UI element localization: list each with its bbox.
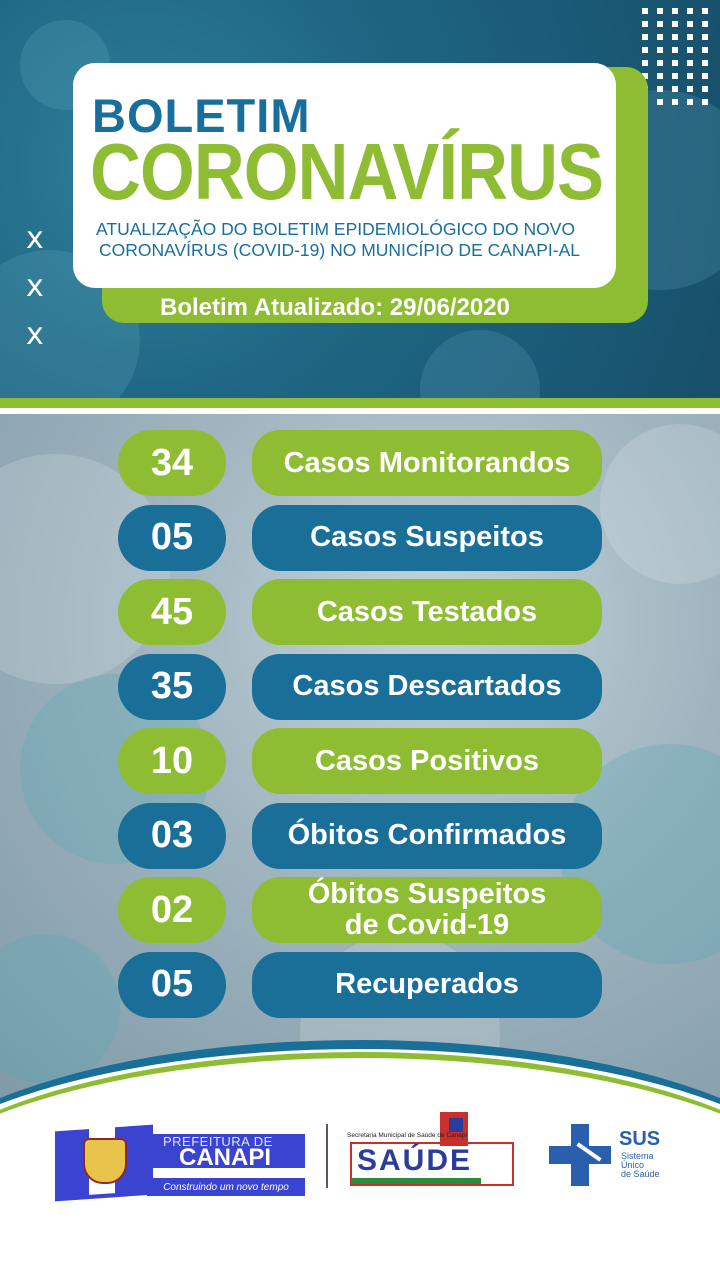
crest-icon — [83, 1138, 127, 1184]
stat-label: Casos Monitorandos — [252, 430, 602, 496]
stat-row — [0, 877, 720, 943]
stat-value: 03 — [118, 803, 226, 869]
update-date: Boletim Atualizado: 29/06/2020 — [160, 294, 510, 321]
stat-row — [0, 803, 720, 869]
dots-decoration — [642, 8, 710, 105]
prefeitura-canapi-logo — [55, 1118, 307, 1200]
x-mark: x — [26, 221, 44, 256]
sus-logo — [549, 1124, 679, 1190]
stat-row — [0, 654, 720, 720]
stat-label: Casos Descartados — [252, 654, 602, 720]
title-coronavirus: CORONAVÍRUS — [90, 127, 604, 216]
canapi-small-text: PREFEITURA DE — [163, 1134, 273, 1149]
stat-label: Casos Testados — [252, 579, 602, 645]
x-marks — [26, 215, 44, 359]
canapi-name: CANAPI — [179, 1144, 272, 1171]
stat-row — [0, 505, 720, 571]
stat-value: 10 — [118, 728, 226, 794]
sus-title: SUS — [619, 1128, 661, 1150]
canapi-tagline: Construindo um novo tempo — [147, 1178, 305, 1196]
stat-value: 05 — [118, 505, 226, 571]
stat-value: 05 — [118, 952, 226, 1018]
saude-logo — [345, 1112, 515, 1192]
stat-row — [0, 430, 720, 496]
saude-text: SAÚDE — [357, 1144, 473, 1177]
subtitle-line-2: CORONAVÍRUS (COVID-19) NO MUNICÍPIO DE CANAPI-AL — [99, 240, 580, 260]
stat-label: Óbitos Suspeitos de Covid-19 — [252, 877, 602, 943]
sus-subtitle: Sistema Único de Saúde — [621, 1151, 660, 1179]
saude-secretaria: Secretaria Municipal de Saúde de Canapi — [347, 1132, 467, 1139]
stat-row — [0, 952, 720, 1018]
stat-value: 45 — [118, 579, 226, 645]
stat-label: Óbitos Confirmados — [252, 803, 602, 869]
x-mark: x — [26, 269, 44, 304]
stat-row — [0, 728, 720, 794]
stat-label: Recuperados — [252, 952, 602, 1018]
stat-value: 02 — [118, 877, 226, 943]
divider-stripe — [0, 398, 720, 408]
footer-divider — [326, 1124, 328, 1188]
stat-row — [0, 579, 720, 645]
stat-label: Casos Positivos — [252, 728, 602, 794]
stat-value: 35 — [118, 654, 226, 720]
x-mark: x — [26, 317, 44, 352]
stat-label: Casos Suspeitos — [252, 505, 602, 571]
stat-value: 34 — [118, 430, 226, 496]
subtitle-line-1: ATUALIZAÇÃO DO BOLETIM EPIDEMIOLÓGICO DO NOVO — [96, 219, 576, 239]
title-boletim: BOLETIM — [92, 89, 311, 142]
